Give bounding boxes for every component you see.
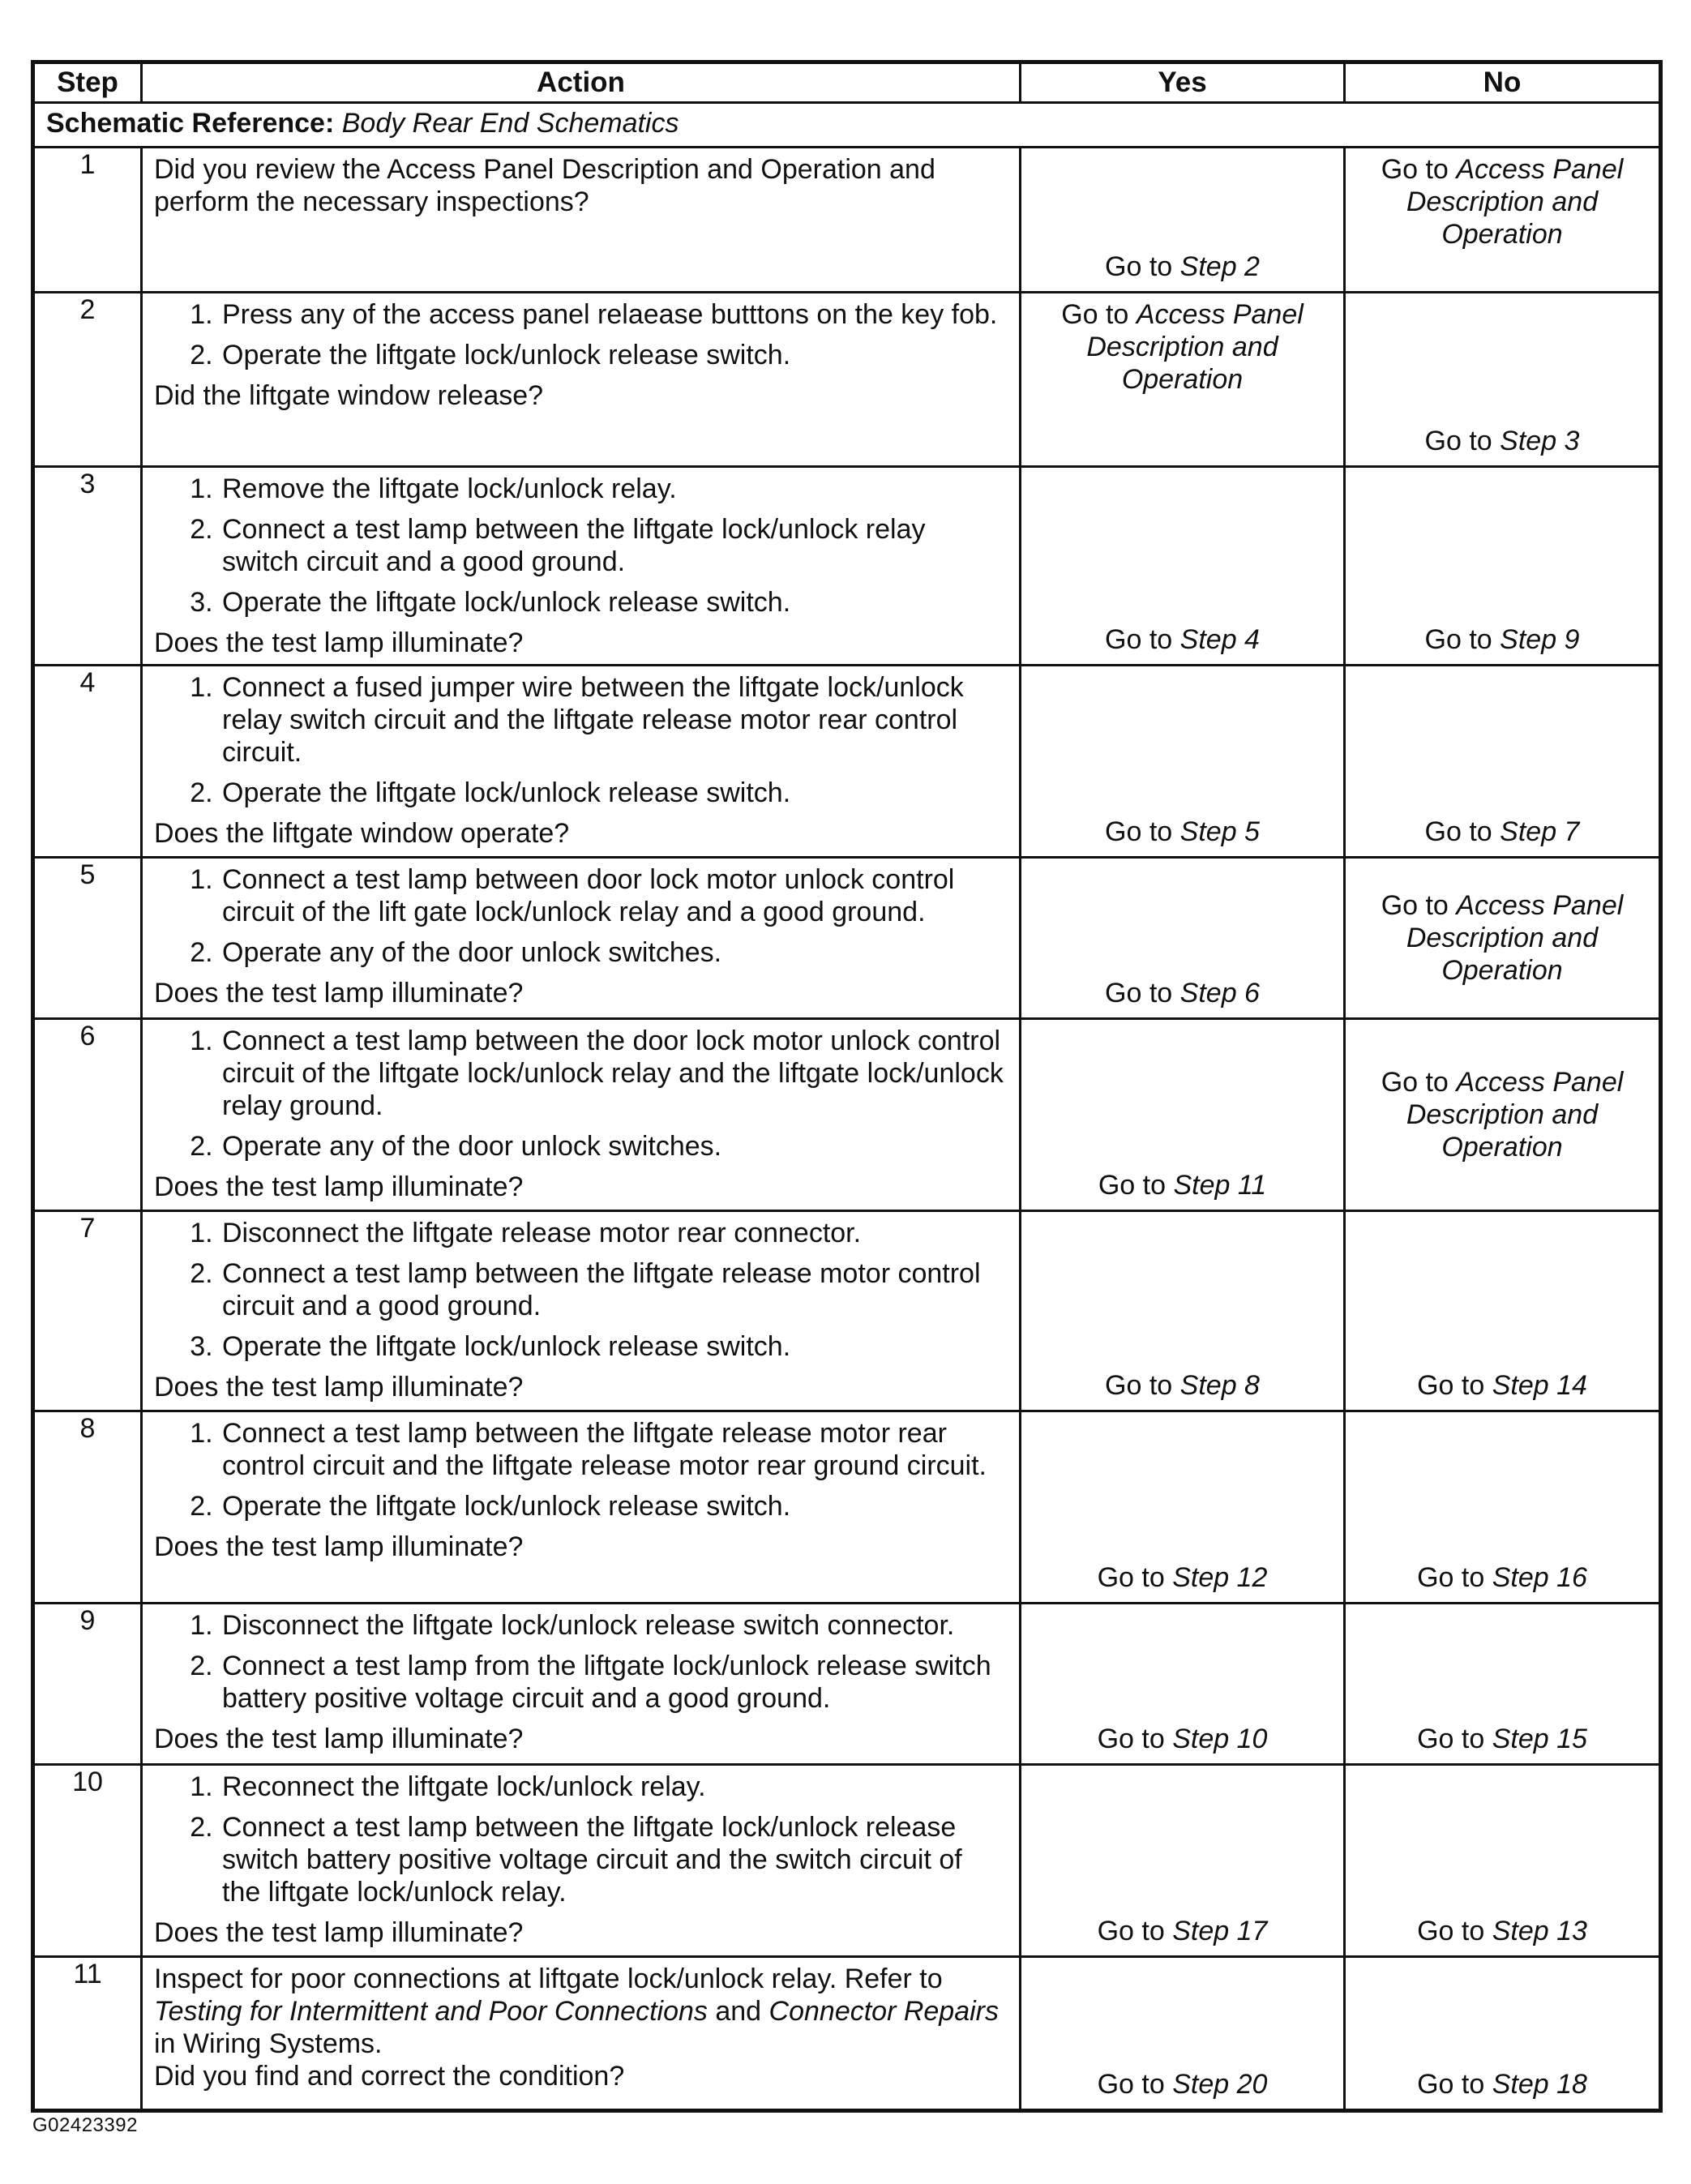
no-result [1346, 1561, 1659, 1594]
no-prefix: Go to [1424, 624, 1492, 655]
yes-cell [1021, 1957, 1345, 2111]
no-prefix: Go to [1381, 890, 1449, 921]
yes-prefix: Go to [1097, 1562, 1165, 1593]
yes-prefix: Go to [1105, 624, 1173, 655]
yes-result [1021, 251, 1343, 283]
yes-prefix: Go to [1105, 1370, 1173, 1401]
yes-target-link[interactable]: Step 8 [1179, 1370, 1260, 1401]
no-cell [1345, 293, 1661, 467]
header-row [33, 62, 1661, 103]
yes-result [1030, 298, 1335, 396]
yes-cell [1021, 1211, 1345, 1411]
no-target-link[interactable]: Step 9 [1500, 624, 1580, 655]
action-cell [142, 858, 1021, 1019]
action-intro-part: in Wiring Systems. [154, 2028, 383, 2059]
substep-item: 1. Disconnect the liftgate lock/unlock release switch connector. [220, 1609, 1008, 1642]
table-row [33, 1019, 1661, 1211]
yes-result [1021, 1561, 1343, 1594]
action-intro [154, 1963, 1008, 2060]
action-cell [142, 1957, 1021, 2111]
yes-cell [1021, 1604, 1345, 1765]
action-cell [142, 467, 1021, 666]
no-prefix: Go to [1381, 154, 1449, 185]
no-target-link[interactable]: Access Panel Description and Operation [1406, 1067, 1624, 1163]
yes-target-link[interactable]: Access Panel Description and Operation [1086, 299, 1304, 395]
schematic-reference-row [33, 103, 1661, 148]
yes-target-link[interactable]: Step 11 [1173, 1170, 1267, 1201]
yes-cell [1021, 858, 1345, 1019]
substep-item: 1. Press any of the access panel relaease butttons on the key fob. [220, 298, 1008, 331]
no-prefix: Go to [1424, 816, 1492, 847]
step-number: 1 [33, 148, 142, 293]
yes-prefix: Go to [1061, 299, 1129, 330]
yes-result [1021, 816, 1343, 848]
action-intro-part: Testing for Intermittent and Poor Connections [154, 1996, 708, 2027]
step-number: 10 [33, 1765, 142, 1957]
yes-cell [1021, 1765, 1345, 1957]
yes-result [1021, 977, 1343, 1009]
substep-list [154, 1025, 1008, 1163]
yes-target-link[interactable]: Step 20 [1172, 2069, 1268, 2100]
no-prefix: Go to [1417, 1724, 1485, 1754]
substep-list [154, 1217, 1008, 1363]
no-target-link[interactable]: Step 16 [1492, 1562, 1587, 1593]
no-target-link[interactable]: Step 15 [1492, 1724, 1587, 1754]
substep-item: 1. Connect a test lamp between door lock motor unlock control circuit of the lift gate lock/unlock relay and a good ground. [220, 863, 1008, 928]
action-cell [142, 1604, 1021, 1765]
no-result [1354, 153, 1650, 251]
no-cell [1345, 1765, 1661, 1957]
figure-id: G02423392 [32, 2114, 138, 2136]
no-result [1346, 889, 1659, 987]
step-number: 3 [33, 467, 142, 666]
substep-item: 3. Operate the liftgate lock/unlock release switch. [220, 586, 1008, 619]
no-target-link[interactable]: Step 13 [1492, 1916, 1587, 1946]
no-prefix: Go to [1417, 1370, 1485, 1401]
no-prefix: Go to [1424, 426, 1492, 456]
substep-item: 2. Connect a test lamp between the liftgate lock/unlock release switch battery positive voltage circuit and the switch circuit of the liftgate lock/unlock relay. [220, 1811, 1008, 1908]
action-question: Does the test lamp illuminate? [154, 1531, 524, 1562]
yes-prefix: Go to [1097, 2069, 1165, 2100]
yes-cell [1021, 666, 1345, 858]
no-result [1346, 1369, 1659, 1402]
yes-prefix: Go to [1105, 978, 1173, 1008]
no-target-link[interactable]: Step 3 [1500, 426, 1580, 456]
action-question: Does the test lamp illuminate? [154, 978, 524, 1008]
action-question: Does the liftgate window operate? [154, 818, 570, 849]
substep-item: 2. Operate the liftgate lock/unlock release switch. [220, 339, 1008, 371]
substep-item: 1. Remove the liftgate lock/unlock relay. [220, 473, 1008, 505]
action-cell [142, 148, 1021, 293]
substep-item: 1. Reconnect the liftgate lock/unlock relay. [220, 1771, 1008, 1803]
substep-list [154, 1417, 1008, 1522]
table-row [33, 467, 1661, 666]
no-cell [1345, 858, 1661, 1019]
action-cell [142, 666, 1021, 858]
action-cell [142, 1211, 1021, 1411]
substep-item: 2. Operate the liftgate lock/unlock release switch. [220, 1490, 1008, 1522]
no-cell [1345, 1019, 1661, 1211]
yes-cell [1021, 293, 1345, 467]
yes-target-link[interactable]: Step 12 [1172, 1562, 1268, 1593]
action-cell [142, 293, 1021, 467]
table-row [33, 666, 1661, 858]
action-cell [142, 1411, 1021, 1604]
yes-result [1021, 1915, 1343, 1947]
no-result [1346, 623, 1659, 656]
yes-prefix: Go to [1097, 1916, 1165, 1946]
no-cell [1345, 1411, 1661, 1604]
step-number: 6 [33, 1019, 142, 1211]
action-question: Does the test lamp illuminate? [154, 1917, 524, 1948]
substep-item: 2. Operate any of the door unlock switches. [220, 1130, 1008, 1163]
yes-cell [1021, 148, 1345, 293]
table-row [33, 1211, 1661, 1411]
substep-list [154, 1609, 1008, 1715]
no-target-link[interactable]: Step 18 [1492, 2069, 1587, 2100]
step-number: 5 [33, 858, 142, 1019]
header-no: No [1345, 62, 1661, 103]
yes-prefix: Go to [1098, 1170, 1167, 1201]
action-cell [142, 1019, 1021, 1211]
substep-list [154, 671, 1008, 809]
yes-result [1021, 2068, 1343, 2100]
schematic-reference-cell [33, 103, 1661, 148]
yes-cell [1021, 1411, 1345, 1604]
action-question: Does the test lamp illuminate? [154, 1171, 524, 1202]
step-number: 4 [33, 666, 142, 858]
yes-target-link[interactable]: Step 5 [1179, 816, 1260, 847]
action-question: Did the liftgate window release? [154, 380, 544, 411]
no-cell [1345, 1211, 1661, 1411]
no-result [1346, 1066, 1659, 1163]
no-target-link[interactable]: Step 14 [1492, 1370, 1587, 1401]
yes-cell [1021, 467, 1345, 666]
substep-item: 2. Connect a test lamp from the liftgate lock/unlock release switch battery positive voltage circuit and a good ground. [220, 1650, 1008, 1715]
yes-result [1021, 1369, 1343, 1402]
schematic-reference-label: Schematic Reference: [46, 108, 335, 139]
header-yes: Yes [1021, 62, 1345, 103]
yes-prefix: Go to [1105, 816, 1173, 847]
action-intro-part: Connector Repairs [768, 1996, 1000, 2027]
table-row [33, 293, 1661, 467]
no-prefix: Go to [1417, 1916, 1485, 1946]
substep-list [154, 1771, 1008, 1908]
no-cell [1345, 1957, 1661, 2111]
no-prefix: Go to [1417, 1562, 1485, 1593]
table-row [33, 148, 1661, 293]
action-question: Does the test lamp illuminate? [154, 627, 524, 658]
yes-target-link[interactable]: Step 10 [1172, 1724, 1268, 1754]
yes-target-link[interactable]: Step 2 [1179, 251, 1260, 282]
action-intro-part: and [707, 1996, 769, 2027]
no-target-link[interactable]: Step 7 [1500, 816, 1580, 847]
yes-cell [1021, 1019, 1345, 1211]
no-result [1346, 425, 1659, 457]
substep-list [154, 863, 1008, 969]
substep-item: 1. Connect a test lamp between the door lock motor unlock control circuit of the liftgate lock/unlock relay and the liftgate lock/unlock relay ground. [220, 1025, 1008, 1122]
yes-prefix: Go to [1105, 251, 1173, 282]
substep-item: 3. Operate the liftgate lock/unlock release switch. [220, 1330, 1008, 1363]
yes-target-link[interactable]: Step 6 [1179, 978, 1260, 1008]
substep-item: 1. Connect a fused jumper wire between the liftgate lock/unlock relay switch circuit and the liftgate release motor rear control circuit. [220, 671, 1008, 769]
substep-item: 2. Connect a test lamp between the liftgate release motor control circuit and a good ground. [220, 1257, 1008, 1322]
yes-target-link[interactable]: Step 4 [1179, 624, 1260, 655]
table-row [33, 1957, 1661, 2111]
no-result [1346, 1915, 1659, 1947]
step-number: 2 [33, 293, 142, 467]
no-prefix: Go to [1381, 1067, 1449, 1098]
yes-prefix: Go to [1097, 1724, 1165, 1754]
no-target-link[interactable]: Access Panel Description and Operation [1406, 154, 1624, 250]
action-cell [142, 1765, 1021, 1957]
step-number: 11 [33, 1957, 142, 2111]
yes-target-link[interactable]: Step 17 [1172, 1916, 1268, 1946]
yes-result [1021, 1169, 1343, 1201]
substep-item: 2. Operate the liftgate lock/unlock release switch. [220, 777, 1008, 809]
action-question: Does the test lamp illuminate? [154, 1724, 524, 1754]
table-row [33, 858, 1661, 1019]
diagnostic-table [31, 60, 1663, 2113]
no-cell [1345, 148, 1661, 293]
no-result [1346, 816, 1659, 848]
header-action: Action [142, 62, 1021, 103]
action-question: Does the test lamp illuminate? [154, 1372, 524, 1402]
table-row [33, 1765, 1661, 1957]
substep-item: 1. Disconnect the liftgate release motor rear connector. [220, 1217, 1008, 1249]
action-question: Did you review the Access Panel Description and Operation and perform the necessary inspections? [154, 154, 935, 217]
substep-item: 2. Connect a test lamp between the liftgate lock/unlock relay switch circuit and a good ground. [220, 513, 1008, 578]
no-prefix: Go to [1417, 2069, 1485, 2100]
step-number: 8 [33, 1411, 142, 1604]
step-number: 7 [33, 1211, 142, 1411]
step-number: 9 [33, 1604, 142, 1765]
table-row [33, 1604, 1661, 1765]
substep-item: 1. Connect a test lamp between the liftgate release motor rear control circuit and the liftgate release motor rear ground circuit. [220, 1417, 1008, 1482]
yes-result [1021, 1723, 1343, 1755]
no-cell [1345, 467, 1661, 666]
no-cell [1345, 666, 1661, 858]
no-target-link[interactable]: Access Panel Description and Operation [1406, 890, 1624, 986]
action-question: Did you find and correct the condition? [154, 2061, 625, 2092]
table-row [33, 1411, 1661, 1604]
substep-list [154, 473, 1008, 619]
no-cell [1345, 1604, 1661, 1765]
no-result [1346, 2068, 1659, 2100]
schematic-reference-value: Body Rear End Schematics [341, 108, 679, 139]
yes-result [1021, 623, 1343, 656]
substep-item: 2. Operate any of the door unlock switches. [220, 936, 1008, 969]
substep-list [154, 298, 1008, 371]
no-result [1346, 1723, 1659, 1755]
header-step: Step [33, 62, 142, 103]
action-intro-part: Inspect for poor connections at liftgate lock/unlock relay. Refer to [154, 1963, 943, 1994]
